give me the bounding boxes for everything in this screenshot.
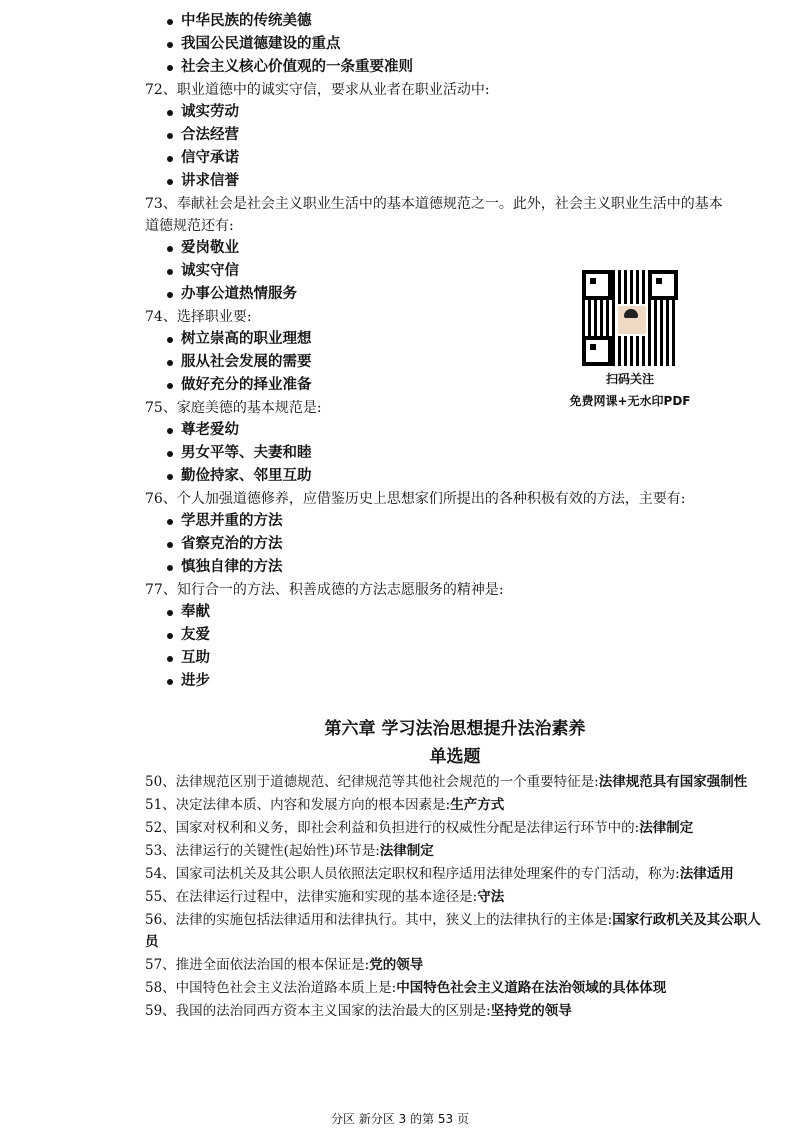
list-item: 树立崇高的职业理想 <box>167 328 765 351</box>
list-item: 勤俭持家、邻里互助 <box>167 465 765 488</box>
question-73-line2: 道德规范还有: <box>145 218 234 234</box>
single-choice-item <box>145 817 765 839</box>
qr-caption-line1: 扫码关注 <box>605 372 654 386</box>
list-item: 我国公民道德建设的重点 <box>167 33 765 56</box>
question-text: 55、在法律运行过程中，法律实施和实现的基本途径是: <box>145 889 478 905</box>
list-item: 慎独自律的方法 <box>167 556 765 579</box>
list-item: 学思并重的方法 <box>167 510 765 533</box>
answer-text: 党的领导 <box>369 957 424 973</box>
q77-bullet-list <box>145 601 765 693</box>
q76-bullet-list <box>145 510 765 579</box>
single-choice-list <box>145 771 765 1022</box>
intro-bullet-list <box>145 10 765 79</box>
list-item: 诚实劳动 <box>167 101 765 124</box>
answer-text: 坚持党的领导 <box>490 1003 572 1019</box>
qr-promo <box>560 268 700 412</box>
answer-text: 守法 <box>477 889 505 905</box>
qr-finder-icon <box>648 270 678 300</box>
answer-text: 国家行政机关及其公职人员 <box>145 912 761 950</box>
list-item: 服从社会发展的需要 <box>167 351 765 374</box>
list-item: 信守承诺 <box>167 147 765 170</box>
list-item: 奉献 <box>167 601 765 624</box>
question-text: 51、决定法律本质、内容和发展方向的根本因素是: <box>145 797 451 813</box>
document-content <box>145 10 765 1023</box>
list-item: 互助 <box>167 647 765 670</box>
single-choice-item <box>145 954 765 976</box>
list-item: 办事公道热情服务 <box>167 283 765 306</box>
list-item: 省察克治的方法 <box>167 533 765 556</box>
page-footer: 分区 新分区 3 的第 53 页 <box>331 1112 469 1126</box>
list-item: 进步 <box>167 670 765 693</box>
list-item: 合法经营 <box>167 124 765 147</box>
list-item: 尊老爱幼 <box>167 419 765 442</box>
qr-finder-icon <box>582 336 612 366</box>
avatar <box>616 304 648 336</box>
question-text: 56、法律的实施包括法律适用和法律执行。其中，狭义上的法律执行的主体是: <box>145 912 613 928</box>
answer-text: 法律制定 <box>379 843 434 859</box>
list-item: 社会主义核心价值观的一条重要准则 <box>167 56 765 79</box>
qr-code-icon[interactable] <box>580 268 680 368</box>
question-text: 59、我国的法治同西方资本主义国家的法治最大的区别是: <box>145 1003 491 1019</box>
answer-text: 中国特色社会主义道路在法治领域的具体体现 <box>396 980 667 996</box>
q75-bullet-list <box>145 419 765 488</box>
question-74: 74、选择职业要: <box>145 309 252 325</box>
answer-text: 法律规范具有国家强制性 <box>598 774 748 790</box>
list-item: 诚实守信 <box>167 260 765 283</box>
single-choice-item <box>145 1000 765 1022</box>
answer-text: 法律制定 <box>639 820 694 836</box>
answer-text: 生产方式 <box>450 797 505 813</box>
section-title: 单选题 <box>429 747 481 767</box>
single-choice-item <box>145 977 765 999</box>
list-item: 爱岗敬业 <box>167 237 765 260</box>
qr-finder-icon <box>582 270 612 300</box>
question-text: 50、法律规范区别于道德规范、纪律规范等其他社会规范的一个重要特征是: <box>145 774 599 790</box>
q72-bullet-list <box>145 101 765 193</box>
question-text: 58、中国特色社会主义法治道路本质上是: <box>145 980 397 996</box>
list-item: 中华民族的传统美德 <box>167 10 765 33</box>
single-choice-item <box>145 840 765 862</box>
question-73-line1: 73、奉献社会是社会主义职业生活中的基本道德规范之一。此外，社会主义职业生活中的基本 <box>145 196 723 212</box>
single-choice-item <box>145 886 765 908</box>
question-75: 75、家庭美德的基本规范是: <box>145 400 322 416</box>
question-text: 53、法律运行的关键性(起始性)环节是: <box>145 843 380 859</box>
chapter-title: 第六章 学习法治思想提升法治素养 <box>324 719 586 739</box>
question-text: 57、推进全面依法治国的根本保证是: <box>145 957 370 973</box>
list-item: 做好充分的择业准备 <box>167 374 765 397</box>
single-choice-item <box>145 863 765 885</box>
list-item: 友爱 <box>167 624 765 647</box>
single-choice-item <box>145 794 765 816</box>
list-item: 男女平等、夫妻和睦 <box>167 442 765 465</box>
single-choice-item <box>145 909 765 953</box>
list-item: 讲求信誉 <box>167 170 765 193</box>
question-76: 76、个人加强道德修养，应借鉴历史上思想家们所提出的各种积极有效的方法，主要有: <box>145 491 686 507</box>
single-choice-item <box>145 771 765 793</box>
question-72: 72、职业道德中的诚实守信，要求从业者在职业活动中: <box>145 82 490 98</box>
answer-text: 法律适用 <box>679 866 734 882</box>
question-text: 54、国家司法机关及其公职人员依照法定职权和程序适用法律处理案件的专门活动，称为: <box>145 866 680 882</box>
question-text: 52、国家对权利和义务，即社会利益和负担进行的权威性分配是法律运行环节中的: <box>145 820 640 836</box>
question-77: 77、知行合一的方法、积善成德的方法志愿服务的精神是: <box>145 582 504 598</box>
qr-caption-line2: 免费网课+无水印PDF <box>569 394 691 408</box>
